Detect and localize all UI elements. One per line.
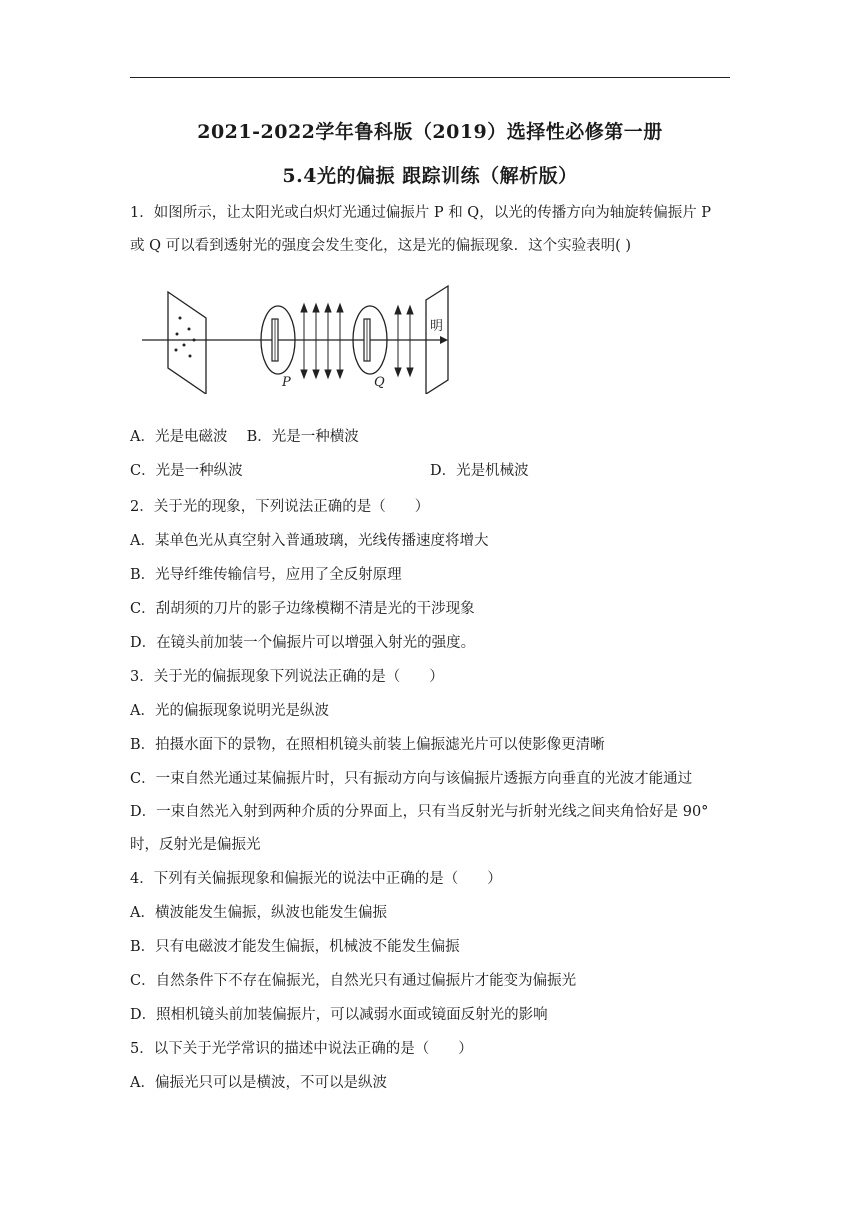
q4-option-a: A．横波能发生偏振，纵波也能发生偏振 <box>130 905 387 921</box>
q2-option-c: C．刮胡须的刀片的影子边缘模糊不清是光的干涉现象 <box>130 601 475 617</box>
q3-option-d: D．一束自然光入射到两种介质的分界面上，只有当反射光与折射光线之间夹角恰好是 90° <box>130 804 709 820</box>
doc-title-line2: 5.4光的偏振 跟踪训练（解析版） <box>282 165 578 187</box>
q2-stem: 2．关于光的现象，下列说法正确的是（ ） <box>130 499 430 515</box>
label-q: Q <box>374 375 385 390</box>
q2-option-d: D．在镜头前加装一个偏振片可以增强入射光的强度。 <box>130 635 476 651</box>
header-rule <box>130 77 730 78</box>
q5-stem: 5．以下关于光学常识的描述中说法正确的是（ ） <box>130 1041 473 1057</box>
q3-option-d-cont: 时，反射光是偏振光 <box>130 837 261 853</box>
q1-option-d: D．光是机械波 <box>430 463 529 479</box>
q4-option-d: D．照相机镜头前加装偏振片，可以减弱水面或镜面反射光的影响 <box>130 1007 548 1023</box>
label-bright: 明 <box>430 319 444 334</box>
q3-option-c: C．一束自然光通过某偏振片时，只有振动方向与该偏振片透振方向垂直的光波才能通过 <box>130 771 693 787</box>
q3-option-b: B．拍摄水面下的景物，在照相机镜头前装上偏振滤光片可以使影像更清晰 <box>130 737 605 753</box>
q1-option-c: C．光是一种纵波 <box>130 463 243 479</box>
q1-stem-line2: 或 Q 可以看到透射光的强度会发生变化，这是光的偏振现象．这个实验表明( ) <box>130 238 632 254</box>
q2-option-b: B．光导纤维传输信号，应用了全反射原理 <box>130 567 402 583</box>
doc-title-line1: 2021-2022学年鲁科版（2019）选择性必修第一册 <box>197 121 663 143</box>
q3-option-a: A．光的偏振现象说明光是纵波 <box>130 703 329 719</box>
q4-option-c: C．自然条件下不存在偏振光，自然光只有通过偏振片才能变为偏振光 <box>130 973 577 989</box>
q5-option-a: A．偏振光只可以是横波，不可以是纵波 <box>130 1075 387 1091</box>
q1-stem-line1: 1．如图所示，让太阳光或白炽灯光通过偏振片 P 和 Q，以光的传播方向为轴旋转偏振片 P <box>130 205 712 221</box>
q3-stem: 3．关于光的偏振现象下列说法正确的是（ ） <box>130 669 444 685</box>
label-p: P <box>282 375 291 390</box>
q4-option-b: B．只有电磁波才能发生偏振，机械波不能发生偏振 <box>130 939 460 955</box>
q4-stem: 4．下列有关偏振现象和偏振光的说法中正确的是（ ） <box>130 871 502 887</box>
q1-options-ab: A．光是电磁波 B．光是一种横波 <box>130 429 359 445</box>
q2-option-a: A．某单色光从真空射入普通玻璃，光线传播速度将增大 <box>130 533 489 549</box>
light-source-sheet <box>168 292 206 394</box>
polarization-figure <box>138 282 458 394</box>
